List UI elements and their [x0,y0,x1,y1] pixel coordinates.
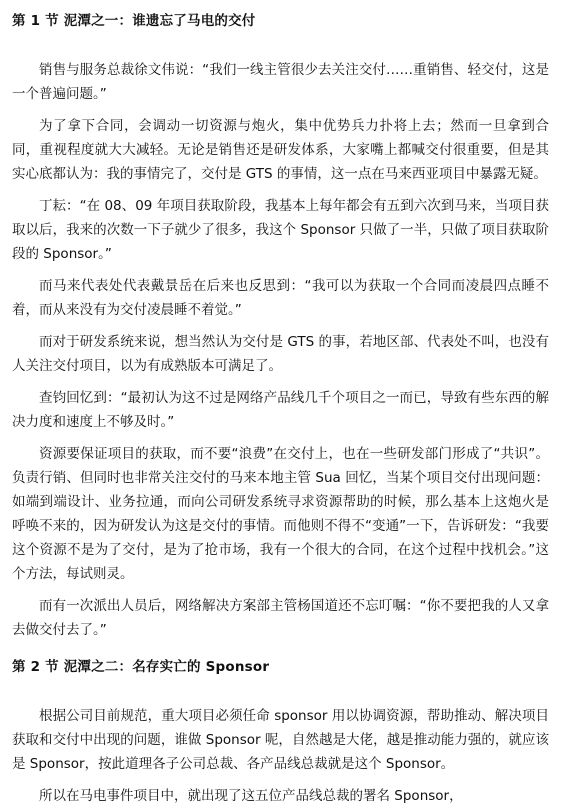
paragraph: 丁耘：“在 08、09 年项目获取阶段，我基本上每年都会有五到六次到马来，当项目获取以后，我来的次数一下子就少了很多，我这个 Sponsor 只做了一半，只做了项目获取阶段的 Sponsor。” [12,198,549,262]
paragraph: 查钧回忆到：“最初认为这不过是网络产品线几千个项目之一而已，导致有些东西的解决力度和速度上不够及时。” [12,390,549,430]
paragraph: 为了拿下合同，会调动一切资源与炮火，集中优势兵力扑将上去；然而一旦拿到合同，重视程度就大大减轻。无论是销售还是研发体系，大家嘴上都喊交付很重要，但是其实心底都认为：我的事情完了，交付是 GTS 的事情，这一点在马来西亚项目中暴露无疑。 [12,118,549,182]
paragraph: 根据公司目前规范，重大项目必须任命 sponsor 用以协调资源，帮助推动、解决项目获取和交付中出现的问题，谁做 Sponsor 呢，自然越是大佬，越是推动能力强的，就应该是 Sponsor，按此道理各子公司总裁、各产品线总裁就是这个 Sponsor。 [12,708,549,772]
paragraph: 资源要保证项目的获取，而不要“浪费”在交付上，也在一些研发部门形成了“共识”。 负责行销、但同时也非常关注交付的马来本地主管 Sua 回忆，当某个项目交付出现问题：如端到端设计、业务拉通，而向公司研发系统寻求资源帮助的时候，那么基本上这炮火是呼唤不来的，因为研发认为这是交付的事情。而他则不得不“变通”一下，告诉研发：“我要这个资源不是为了交付，是为了抢市场，我有一个很大的合同，在这个过程中找机会。”这个方法，每试则灵。 [12,446,549,582]
section-1-heading: 第 1 节 泥潭之一：谁遗忘了马电的交付 [12,13,256,29]
section-1-body [12,58,549,642]
section-2-body [12,704,549,808]
section-2-heading: 第 2 节 泥潭之二：名存实亡的 Sponsor [12,659,270,675]
paragraph: 而马来代表处代表戴景岳在后来也反思到：“我可以为获取一个合同而凌晨四点睡不着，而从来没有为交付凌晨睡不着觉。” [12,278,549,318]
paragraph: 所以在马电事件项目中，就出现了这五位产品线总裁的署名 Sponsor， [39,788,463,804]
paragraph: 销售与服务总裁徐文伟说：“我们一线主管很少去关注交付……重销售、轻交付，这是一个普遍问题。” [12,62,549,102]
paragraph: 而对于研发系统来说，想当然认为交付是 GTS 的事，若地区部、代表处不叫，也没有人关注交付项目，以为有成熟版本可满足了。 [12,334,549,374]
paragraph: 而有一次派出人员后，网络解决方案部主管杨国道还不忘叮嘱：“你不要把我的人又拿去做交付去了。” [12,598,549,638]
